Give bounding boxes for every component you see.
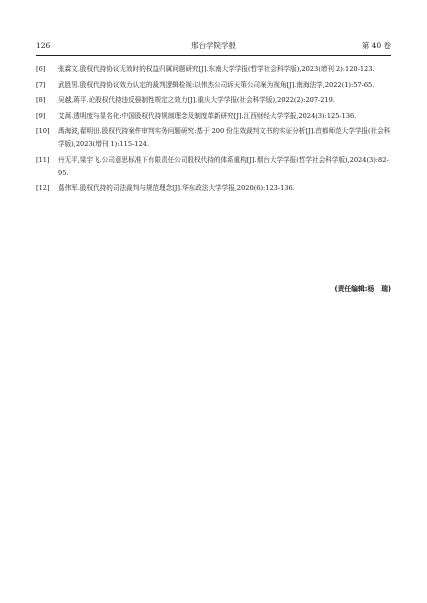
reference-item [36, 110, 391, 123]
reference-number: [10] [36, 127, 50, 135]
volume-label: 第 40 卷 [361, 41, 391, 50]
reference-item [36, 79, 391, 92]
reference-number: [7] [36, 80, 46, 89]
reference-text: 吴越,蒋平.论股权代持违反强制性规定之效力[J].重庆大学学报(社会科学版),2022(2):207-219. [58, 96, 335, 104]
reference-item [36, 182, 391, 195]
reference-text: 艾蒿.透明度与显名化:中国股权代持规制理念及制度革新研究[J].江西财经大学学报,2024(3):125-136. [58, 111, 357, 120]
reference-number: [6] [36, 65, 46, 73]
reference-number: [11] [36, 155, 50, 164]
reference-item [36, 63, 391, 76]
page-number: 126 [36, 41, 51, 50]
reference-text: 丹无平,梁宇飞.公司意思标准下有限责任公司股权代持的体系重构[J].烟台大学学报(哲学社会科学版),2024(3):82-95. [58, 155, 389, 177]
page-header [36, 40, 391, 52]
reference-text: 葛伟军.股权代持的司法裁判与规范理念[J].华东政法大学学报,2020(6):123-136. [58, 184, 295, 192]
reference-text: 张霖文.股权代持协议无效时的权益归属问题研究[J].东南大学学报(哲学社会科学版),2023(增刊 2):120-123. [58, 65, 375, 73]
reference-item [36, 125, 391, 151]
reference-number: [9] [36, 111, 46, 120]
reference-list [36, 63, 391, 198]
reference-item [36, 94, 391, 107]
editor-note: (责任编辑:杨 瑞) [334, 285, 391, 293]
reference-number: [8] [36, 96, 46, 104]
reference-number: [12] [36, 184, 50, 192]
header-divider [36, 55, 391, 56]
reference-text: 禹海波,翟明田.股权代持案件审判实务问题研究:基于 200 份生效裁判文书的实证分析[J].首都师范大学学报(社会科学版),2023(增刊 1):115-124. [58, 127, 391, 148]
reference-item [36, 154, 391, 180]
reference-text: 武胜男.股权代持协议效力认定的裁判逻辑检视:以伟杰公司诉天策公司案为视角[J].南海法学,2022(1):57-65. [58, 80, 375, 89]
journal-title: 邢台学院学报 [191, 41, 236, 50]
